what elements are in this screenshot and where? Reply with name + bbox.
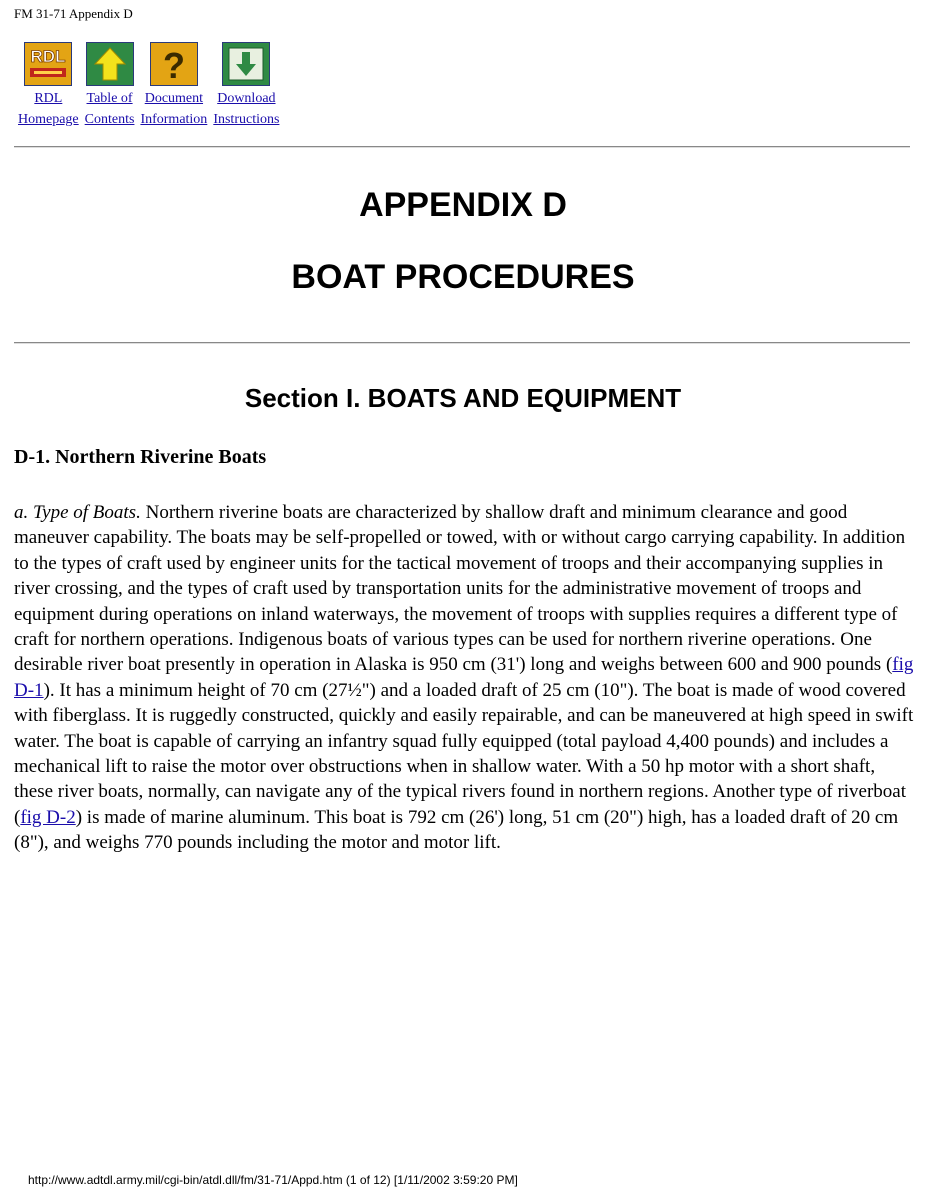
up-arrow-svg bbox=[87, 43, 133, 85]
divider bbox=[14, 146, 910, 148]
appendix-title: APPENDIX D bbox=[359, 186, 567, 224]
appendix-subtitle: BOAT PROCEDURES bbox=[291, 258, 635, 296]
section-heading: Section I. BOATS AND EQUIPMENT bbox=[244, 383, 682, 413]
download-arrow-icon bbox=[222, 42, 270, 86]
nav-document-information[interactable] bbox=[140, 42, 207, 130]
download-arrow-svg bbox=[223, 43, 269, 85]
nav-label-line2: Information bbox=[140, 112, 208, 127]
nav-label-line2: Contents bbox=[84, 112, 135, 127]
divider bbox=[14, 342, 910, 344]
paragraph-lead: a. Type of Boats. bbox=[14, 502, 141, 523]
nav-label-line1: Table of bbox=[86, 91, 133, 106]
paragraph-text-2: ). It has a minimum height of 70 cm (27½") and a loaded draft of 25 cm (10"). The boat is made of wood covered with fiberglass. It is ruggedly constructed, quickly and easily repairable, and can be maneuvered at high speed in swift water. The boat is capable of carrying an infantry squad fully equipped (total payload 4,400 pounds) and includes a mechanical lift to raise the motor over obstructions when in shallow water. With a 50 hp motor with a short shaft, these river boats, normally, can navigate any of the typical rivers found in northern regions. Another type of riverboat ( bbox=[14, 679, 914, 828]
nav-label-line1: Download bbox=[217, 91, 276, 106]
paragraph-text-1: Northern riverine boats are characterized by shallow draft and minimum clearance and good maneuver capability. The boats may be self-propelled or towed, with or without cargo carrying capability. In addition to the types of craft used by engineer units for the tactical movement of troops and their accompanying supplies in river crossing, and the types of craft used by transportation units for the administrative movement of troops and equipment during operations on inland waterways, the movement of troops with supplies requires a different type of craft for northern operations. Indigenous boats of various types can be used for northern riverine operations. One desirable river boat presently in operation in Alaska is 950 cm (31') long and weighs between 600 and 900 pounds ( bbox=[14, 502, 906, 676]
page-header: FM 31-71 Appendix D bbox=[14, 6, 133, 21]
body-paragraph bbox=[14, 500, 914, 856]
rdl-logo-svg bbox=[25, 43, 71, 85]
fig-d1-link[interactable]: fig D-1 bbox=[14, 654, 914, 701]
nav-label-line2: Homepage bbox=[18, 112, 79, 127]
question-mark-svg bbox=[151, 43, 197, 85]
nav-download-instructions[interactable] bbox=[213, 42, 279, 130]
svg-text:?: ? bbox=[162, 45, 185, 85]
question-mark-icon bbox=[150, 42, 198, 86]
nav-rdl-homepage[interactable] bbox=[18, 42, 79, 130]
nav-label-line1: RDL bbox=[34, 91, 63, 106]
paragraph-text-3: ) is made of marine aluminum. This boat is 792 cm (26') long, 51 cm (20") high, has a loaded draft of 20 cm (8"), and weighs 770 pounds including the motor and motor lift. bbox=[14, 806, 899, 854]
rdl-logo-text: RDL bbox=[30, 47, 66, 66]
subsection-heading: D-1. Northern Riverine Boats bbox=[14, 446, 267, 468]
fig-d2-link[interactable]: fig D-2 bbox=[20, 806, 76, 828]
navbar bbox=[18, 42, 279, 130]
page-footer-url: http://www.adtdl.army.mil/cgi-bin/atdl.dll/fm/31-71/Appd.htm (1 of 12) [1/11/2002 3:59:20 PM] bbox=[28, 1173, 518, 1187]
up-arrow-icon bbox=[86, 42, 134, 86]
nav-table-of-contents[interactable] bbox=[85, 42, 135, 130]
nav-label-line1: Document bbox=[144, 91, 204, 106]
rdl-logo-icon bbox=[24, 42, 72, 86]
nav-label-line2: Instructions bbox=[213, 112, 280, 127]
